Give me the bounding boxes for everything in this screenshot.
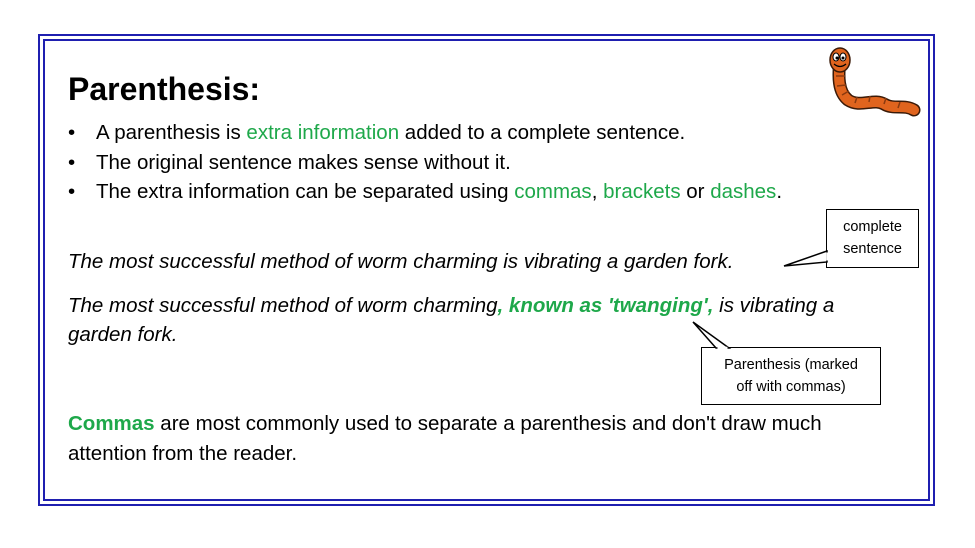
highlight-commas: commas <box>514 180 592 203</box>
example-sentence-complete: The most successful method of worm charming is vibrating a garden fork. <box>68 250 734 273</box>
parenthesis-highlight: , known as 'twanging', <box>497 294 714 317</box>
sentence-text: is vibrating a garden fork. <box>68 294 835 346</box>
bullet-text: The extra information can be separated using <box>96 180 515 203</box>
callout-line: complete <box>843 219 902 235</box>
slide-title: Parenthesis: <box>68 71 261 107</box>
worm-icon <box>822 46 922 122</box>
sentence-text: The most successful method of worm charming <box>68 294 498 317</box>
callout-line: sentence <box>843 241 902 257</box>
summary-body: are most commonly used to separate a parenthesis and don't draw much attention from the reader. <box>68 412 822 465</box>
bullet-text: A parenthesis is <box>96 121 247 144</box>
callout-pointer-parenthesis <box>693 322 729 348</box>
callout-pointer-complete <box>784 251 827 266</box>
bullet-text: , <box>591 180 604 203</box>
highlight-dashes: dashes <box>710 180 777 203</box>
bullet-text: or <box>680 180 711 203</box>
bullet-marker: • <box>68 121 76 144</box>
bullet-marker: • <box>68 180 76 203</box>
bullet-marker: • <box>68 150 76 174</box>
callout-line: off with commas) <box>736 379 846 395</box>
commas-highlight: Commas <box>68 412 155 435</box>
highlight-brackets: brackets <box>603 180 681 203</box>
bullet-text: The original sentence makes sense without it. <box>96 150 511 174</box>
highlight-extra-information: extra information <box>246 121 400 144</box>
callout-line: Parenthesis (marked <box>724 357 858 373</box>
bullet-text: added to a complete sentence. <box>399 121 686 144</box>
bullet-text: . <box>776 180 783 203</box>
